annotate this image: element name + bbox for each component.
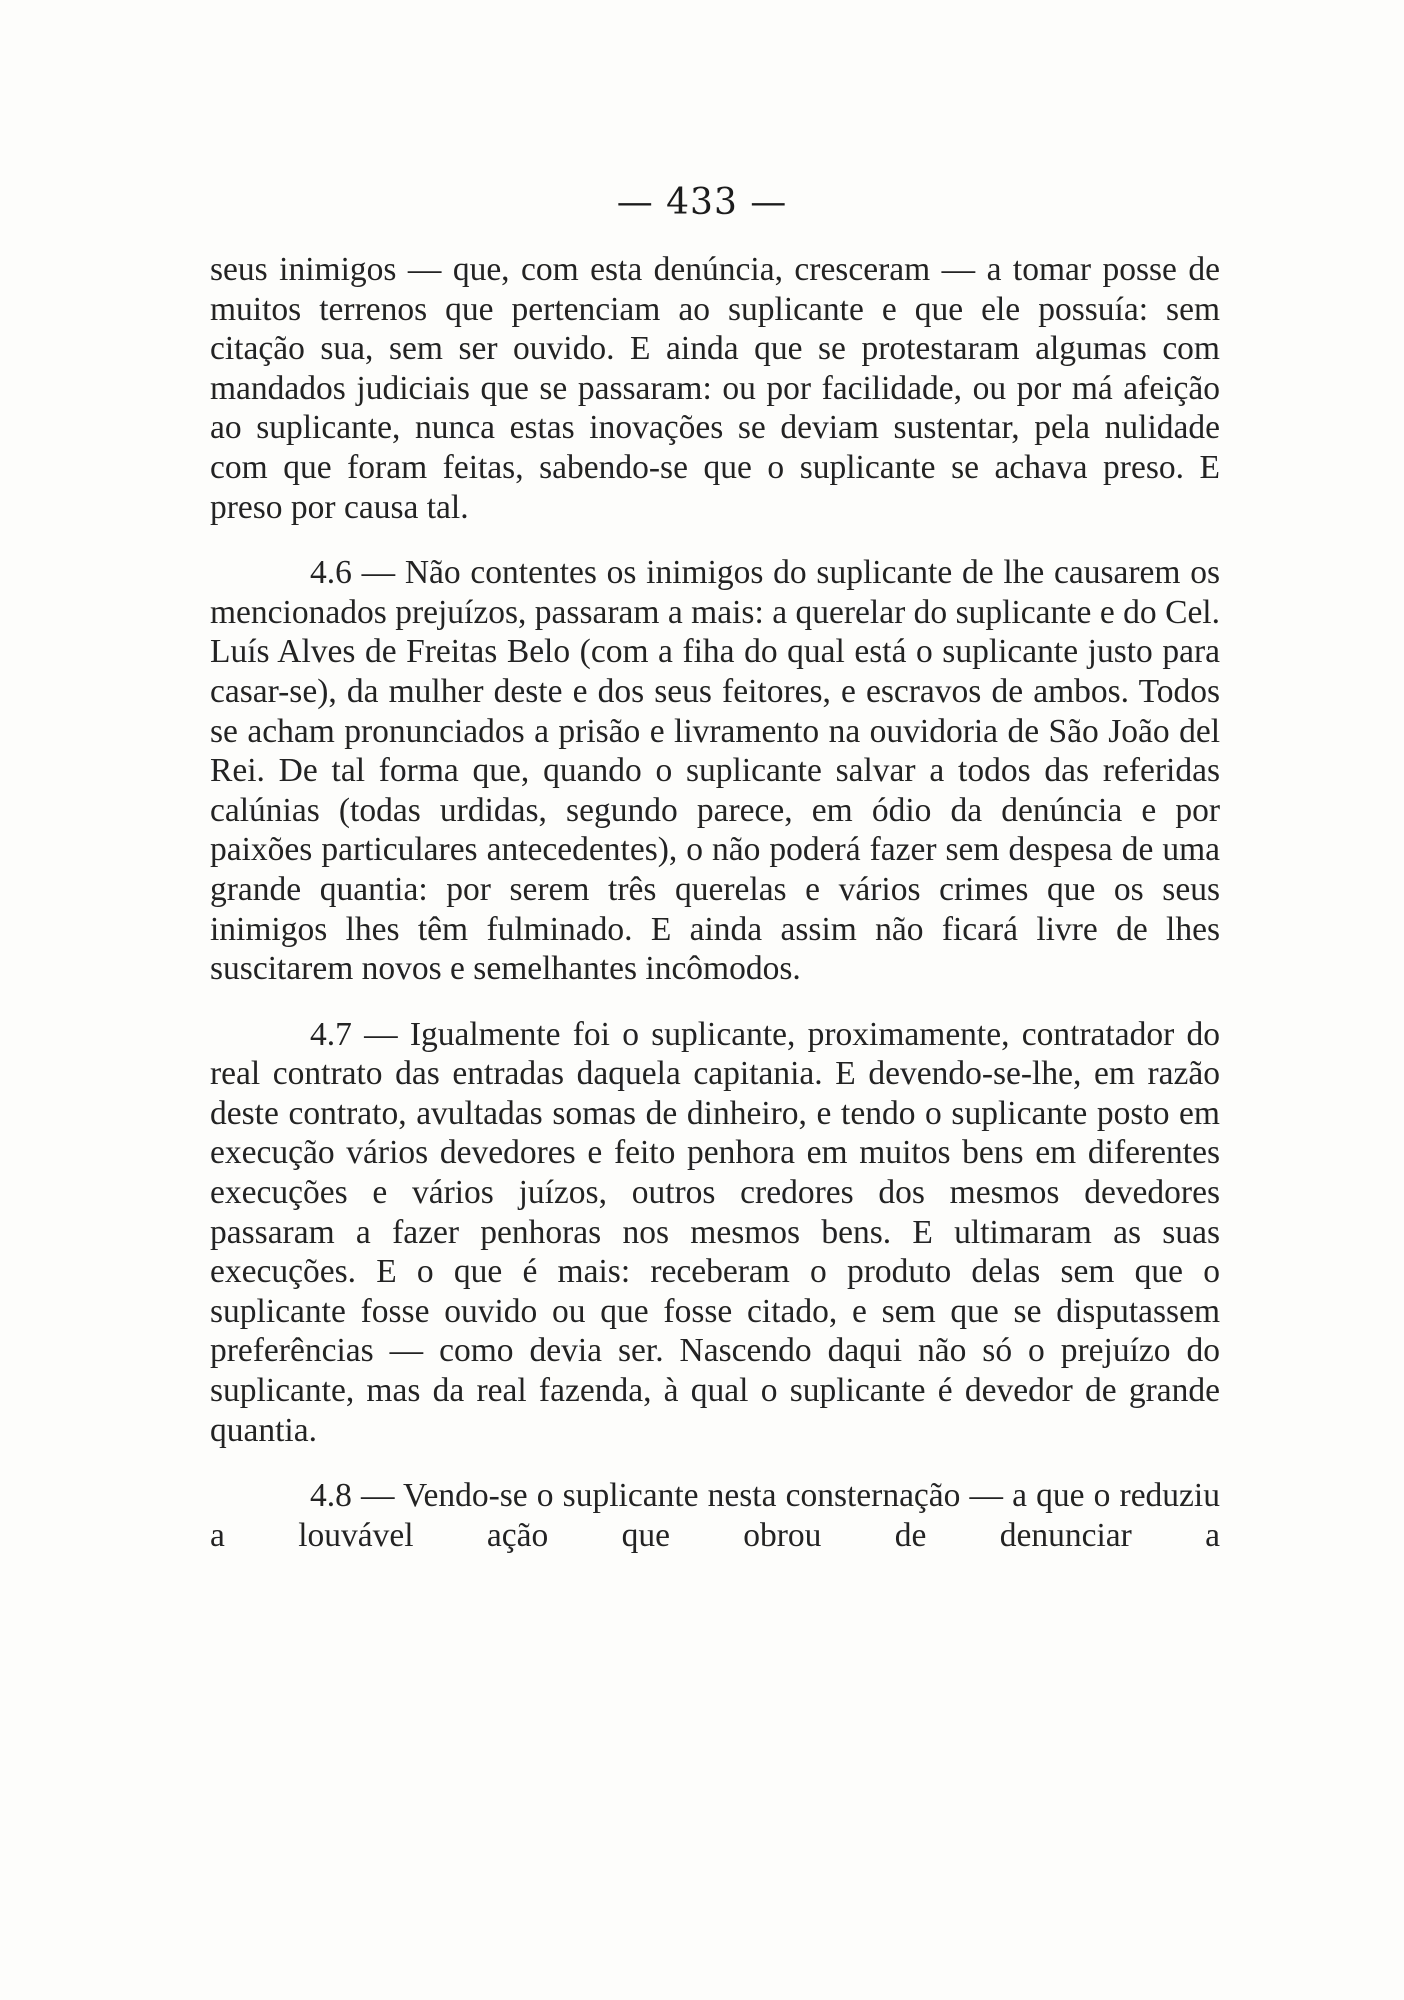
body-text [210,250,1220,1555]
paragraph-continuation: seus inimigos — que, com esta denúncia, cresceram — a tomar posse de muitos terrenos que pertenciam ao suplicante e que ele possuía: sem citação sua, sem ser ouvido. E ainda que se protestaram algumas com mandados judiciais que se passaram: ou por facilidade, ou por má afeição ao suplicante, nunca estas inovações se deviam sustentar, pela nulidade com que foram feitas, sabendo-se que o suplicante se achava preso. E preso por causa tal. [210,251,1220,526]
paragraph-section-4-7: 4.7 — Igualmente foi o suplicante, proximamente, contratador do real contrato das entradas daquela capitania. E devendo-se-lhe, em razão deste contrato, avultadas somas de dinheiro, e tendo o suplicante posto em execução vários devedores e feito penhora em muitos bens em diferentes execuções e vários juízos, outros credores dos mesmos devedores passaram a fazer penhoras nos mesmos bens. E ultimaram as suas execuções. E o que é mais: receberam o produto delas sem que o suplicante fosse ouvido ou que fosse citado, e sem que se disputassem preferências — como devia ser. Nascendo daqui não só o prejuízo do suplicante, mas da real fazenda, à qual o suplicante é devedor de grande quantia. [210,1015,1220,1449]
page-number: — 433 — [616,182,788,223]
paragraph-section-4-6: 4.6 — Não contentes os inimigos do suplicante de lhe causarem os mencionados prejuízos, passaram a mais: a querelar do suplicante e do Cel. Luís Alves de Freitas Belo (com a fiha do qual está o suplicante justo para casar-se), da mulher deste e dos seus feitores, e escravos de ambos. Todos se acham pronunciados a prisão e livramento na ouvidoria de São João del Rei. De tal forma que, quando o suplicante salvar a todos das referidas calúnias (todas urdidas, segundo parece, em ódio da denúncia e por paixões particulares antecedentes), o não poderá fazer sem despesa de uma grande quantia: por serem três querelas e vários crimes que os seus inimigos lhes têm fulminado. E ainda assim não ficará livre de lhes suscitarem novos e semelhantes incômodos. [210,554,1220,988]
paragraph-section-4-8: 4.8 — Vendo-se o suplicante nesta consternação — a que o reduziu a louvável ação que obrou de denunciar a [210,1477,1220,1554]
